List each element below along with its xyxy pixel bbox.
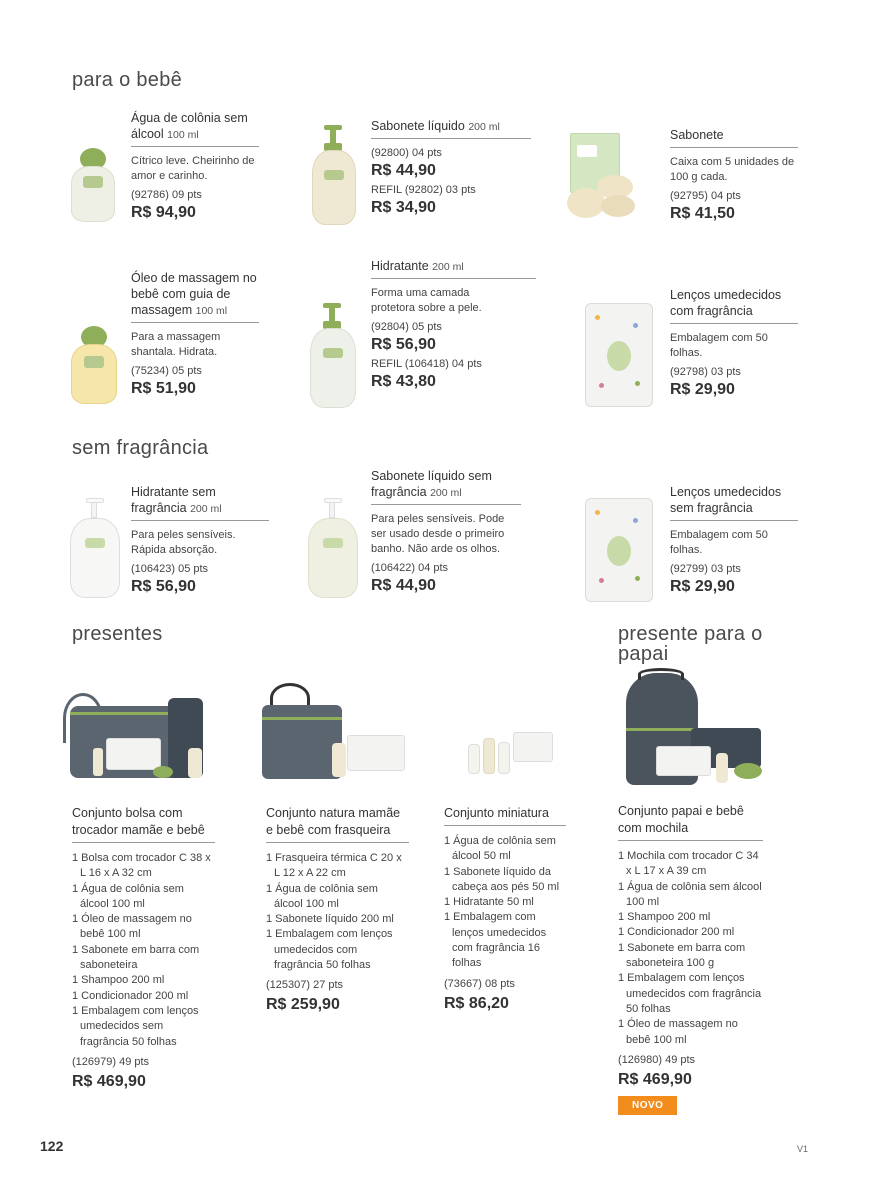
cooler-bag-set-image (252, 683, 412, 783)
product-desc: Para a massagem shantala. Hidrata. (131, 331, 221, 358)
product-unscented-lotion (131, 484, 269, 597)
gift-item: 1 Embalagem com lenços umedecidos com fragrância 16 folhas (444, 911, 547, 970)
product-price: R$ 94,90 (131, 204, 196, 221)
product-code: (92798) 03 pts (670, 366, 741, 378)
section-title-baby: para o bebê (72, 69, 183, 91)
hydrating-lotion-image (308, 303, 360, 408)
product-price: R$ 44,90 (371, 577, 436, 594)
gift-item: 1 Sabonete líquido 200 ml (266, 913, 394, 926)
gift-item: 1 Sabonete em barra com saboneteira (72, 943, 200, 972)
product-desc: Embalagem com 50 folhas. (670, 529, 768, 556)
section-title-gifts: presentes (72, 623, 163, 645)
unscented-liquid-soap-image (306, 498, 361, 600)
bar-soap-image (565, 133, 655, 223)
refil-code: REFIL (92802) 03 pts (371, 184, 476, 196)
gift-item: 1 Frasqueira térmica C 20 x L 12 x A 22 cm (266, 852, 402, 880)
gift-item: 1 Água de colônia sem álcool 100 ml (266, 882, 378, 910)
gift-items (618, 849, 763, 1048)
product-code: (92804) 05 pts (371, 321, 442, 333)
cologne-image (68, 148, 118, 223)
gift-item: 1 Sabonete em barra com saboneteira 100 g (618, 941, 746, 970)
gift-item: 1 Condicionador 200 ml (72, 989, 189, 1002)
product-price: R$ 29,90 (670, 381, 735, 398)
version-label: V1 (797, 1144, 809, 1154)
gift-item: 1 Hidratante 50 ml (444, 896, 534, 909)
gift-item: 1 Shampoo 200 ml (618, 911, 711, 924)
gift-item: 1 Bolsa com trocador C 38 x L 16 x A 32 cm (72, 852, 211, 880)
wipes-unscented-image (585, 498, 655, 603)
product-liquid-soap (371, 118, 531, 218)
product-massage-oil (131, 270, 259, 399)
product-desc: Caixa com 5 unidades de 100 g cada. (670, 156, 795, 183)
product-name: Hidratante sem fragrância 200 ml (131, 484, 269, 521)
gift-item: 1 Água de colônia sem álcool 100 ml (72, 882, 184, 910)
product-unscented-liquid-soap (371, 468, 521, 596)
gift-item: 1 Óleo de massagem no bebê 100 ml (72, 913, 192, 941)
gift-item: 1 Embalagem com lenços umedecidos sem fragrância 50 folhas (72, 1004, 199, 1048)
product-code: (106422) 04 pts (371, 562, 449, 574)
product-hydrating-lotion (371, 258, 536, 392)
gift-code: (126980) 49 pts (618, 1053, 696, 1066)
gift-item: 1 Embalagem com lenços umedecidos com fragrância 50 folhas (618, 972, 762, 1015)
gift-price: R$ 469,90 (72, 1072, 146, 1090)
unscented-lotion-image (68, 498, 123, 600)
gift-item: 1 Embalagem com lenços umedecidos com fragrância 50 folhas (266, 928, 393, 972)
product-code: (92786) 09 pts (131, 189, 202, 201)
product-desc: Para peles sensíveis. Rápida absorção. (131, 529, 236, 556)
gift-price: R$ 259,90 (266, 996, 340, 1014)
product-name: Lenços umedecidos sem fragrância (670, 484, 798, 521)
gift-code: (126979) 49 pts (72, 1055, 150, 1068)
refil-code: REFIL (106418) 04 pts (371, 358, 482, 370)
product-name: Hidratante 200 ml (371, 258, 536, 279)
gift-name: Conjunto papai e bebê com mochila (618, 803, 763, 841)
product-wipes-scented (670, 287, 798, 400)
product-price: R$ 29,90 (670, 578, 735, 595)
product-price: R$ 51,90 (131, 380, 196, 397)
gift-price: R$ 469,90 (618, 1070, 692, 1088)
gift-name: Conjunto natura mamãe e bebê com frasqueira (266, 805, 409, 843)
gift-item: 1 Shampoo 200 ml (72, 974, 165, 987)
product-desc: Forma uma camada protetora sobre a pele. (371, 287, 482, 314)
gift-items (72, 851, 215, 1050)
product-name: Sabonete líquido 200 ml (371, 118, 531, 139)
product-code: (106423) 05 pts (131, 563, 209, 575)
gift-name: Conjunto bolsa com trocador mamãe e bebê (72, 805, 215, 843)
gift-price: R$ 86,20 (444, 994, 509, 1012)
gift-code: (125307) 27 pts (266, 979, 344, 992)
page-number: 122 (40, 1138, 64, 1154)
gift-item: 1 Mochila com trocador C 34 x L 17 x A 39 cm (618, 850, 759, 878)
product-desc: Embalagem com 50 folhas. (670, 332, 768, 359)
product-code: (92799) 03 pts (670, 563, 741, 575)
liquid-soap-image (310, 125, 360, 225)
backpack-set-image (616, 668, 776, 788)
product-cologne (131, 110, 259, 223)
gift-items (444, 834, 566, 972)
product-name: Água de colônia sem álcool 100 ml (131, 110, 259, 147)
section-title-dad-gift: presente para o papai (618, 623, 763, 665)
gift-item: 1 Água de colônia sem álcool 100 ml (618, 880, 762, 908)
gift-item: 1 Óleo de massagem no bebê 100 ml (618, 1018, 738, 1046)
miniature-set-image (458, 726, 558, 781)
product-price: R$ 41,50 (670, 205, 735, 222)
gift-backpack-set (618, 803, 763, 1115)
gift-code: (73667) 08 pts (444, 977, 515, 990)
gift-miniature-set (444, 805, 566, 1014)
product-price: R$ 56,90 (371, 336, 436, 353)
new-badge: NOVO (618, 1096, 677, 1115)
massage-oil-image (68, 326, 120, 406)
gift-items (266, 851, 409, 973)
product-wipes-unscented (670, 484, 798, 597)
refil-price: R$ 34,90 (371, 199, 436, 216)
product-bar-soap (670, 127, 798, 224)
product-name: Óleo de massagem no bebê com guia de massagem 100 ml (131, 270, 259, 323)
gift-diaper-bag-set (72, 805, 215, 1092)
product-code: (92795) 04 pts (670, 190, 741, 202)
product-price: R$ 56,90 (131, 578, 196, 595)
product-code: (75234) 05 pts (131, 365, 202, 377)
diaper-bag-set-image (58, 688, 218, 788)
product-price: R$ 44,90 (371, 162, 436, 179)
product-code: (92800) 04 pts (371, 147, 442, 159)
product-name: Sabonete (670, 127, 798, 148)
gift-item: 1 Sabonete líquido da cabeça aos pés 50 ml (444, 865, 560, 893)
wipes-scented-image (585, 303, 655, 408)
product-desc: Cítrico leve. Cheirinho de amor e carinho. (131, 155, 255, 182)
refil-price: R$ 43,80 (371, 373, 436, 390)
product-desc: Para peles sensíveis. Pode ser usado desde o primeiro banho. Não arde os olhos. (371, 513, 505, 555)
gift-name: Conjunto miniatura (444, 805, 566, 826)
product-name: Lenços umedecidos com fragrância (670, 287, 798, 324)
section-title-unscented: sem fragrância (72, 437, 209, 459)
product-name: Sabonete líquido sem fragrância 200 ml (371, 468, 521, 505)
gift-item: 1 Condicionador 200 ml (618, 926, 735, 939)
gift-item: 1 Água de colônia sem álcool 50 ml (444, 835, 556, 863)
gift-cooler-set (266, 805, 409, 1015)
